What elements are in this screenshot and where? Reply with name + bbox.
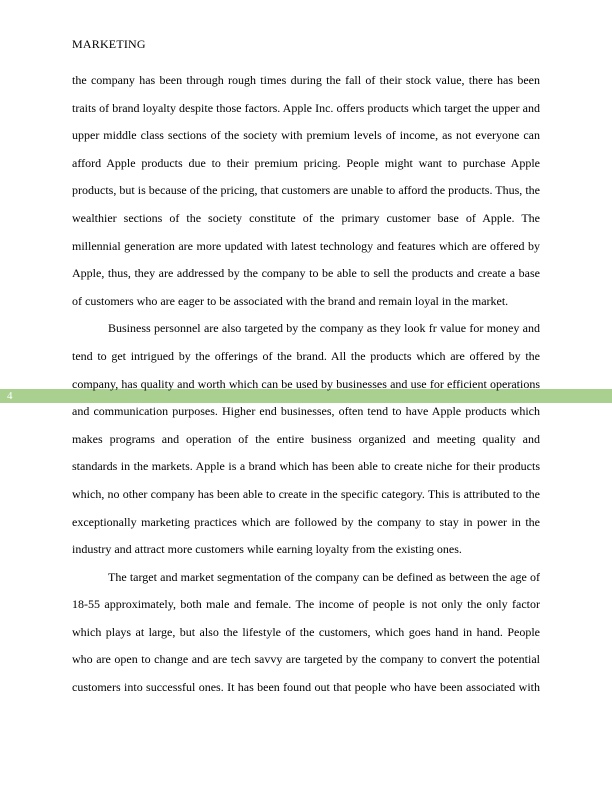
text-line: of customers who are eager to be associated with the brand and remain loyal in the market.: [72, 293, 509, 308]
text-line: millennial generation are more updated with latest technology and features which are offered by: [72, 238, 540, 253]
text-line: and communication purposes. Higher end businesses, often tend to have Apple products which: [72, 404, 540, 419]
text-line: which, no other company has been able to create in the specific category. This is attributed to the: [72, 486, 540, 501]
text-line: Apple, thus, they are addressed by the company to be able to sell the products and create a base: [72, 266, 540, 281]
text-line: wealthier sections of the society constitute of the primary customer base of Apple. The: [72, 210, 540, 225]
running-header: MARKETING: [72, 37, 146, 51]
text-line: Business personnel are also targeted by the company as they look fr value for money and: [108, 321, 540, 336]
text-line: which plays at large, but also the lifestyle of the customers, which goes hand in hand. People: [72, 624, 540, 639]
text-line: the company has been through rough times during the fall of their stock value, there has been: [72, 73, 540, 87]
text-line: exceptionally marketing practices which are followed by the company to stay in power in the: [72, 514, 540, 529]
paragraph-3: [72, 564, 540, 702]
text-line: standards in the markets. Apple is a brand which has been able to create niche for their products: [72, 459, 540, 474]
text-line: upper middle class sections of the society with premium levels of income, as not everyone can: [72, 128, 540, 143]
text-line: who are open to change and are tech savvy are targeted by the company to convert the potential: [72, 652, 540, 667]
paragraph-2: [72, 315, 540, 563]
text-line: products, but is because of the pricing, that customers are unable to afford the products. Thus, the: [72, 183, 540, 198]
text-line: company, has quality and worth which can be used by businesses and use for efficient operations: [72, 376, 540, 391]
text-line: 18-55 approximately, both male and female. The income of people is not only the only factor: [72, 597, 540, 612]
text-line: industry and attract more customers while earning loyalty from the existing ones.: [72, 542, 462, 557]
document-body: [72, 67, 540, 702]
text-line: traits of brand loyalty despite those factors. Apple Inc. offers products which target the upper and: [72, 100, 540, 115]
page-number: 4: [7, 390, 13, 402]
text-line: afford Apple products due to their premium pricing. People might want to purchase Apple: [72, 155, 540, 170]
text-line: The target and market segmentation of the company can be defined as between the age of: [108, 569, 540, 584]
text-line: makes programs and operation of the entire business organized and meeting quality and: [72, 431, 540, 446]
text-line: tend to get intrigued by the offerings of the brand. All the products which are offered by the: [72, 348, 540, 363]
text-line: customers into successful ones. It has been found out that people who have been associated with: [72, 680, 540, 695]
paragraph-1: [72, 67, 540, 315]
